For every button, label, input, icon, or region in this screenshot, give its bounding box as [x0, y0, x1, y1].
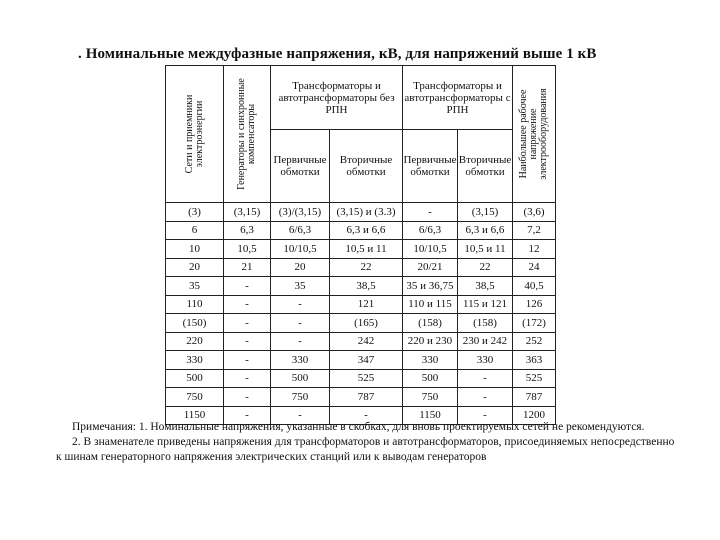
- table-cell: (3): [166, 203, 224, 222]
- table-cell: 363: [513, 351, 556, 370]
- table-cell: 6,3 и 6,6: [458, 221, 513, 240]
- table-cell: -: [224, 277, 271, 296]
- table-cell: (3,15): [458, 203, 513, 222]
- table-cell: 12: [513, 240, 556, 259]
- table-cell: (3,6): [513, 203, 556, 222]
- table-cell: 10/10,5: [271, 240, 330, 259]
- table-cell: -: [271, 406, 330, 425]
- table-row: [166, 332, 556, 351]
- table-cell: -: [224, 406, 271, 425]
- table-cell: 20: [271, 258, 330, 277]
- table-cell: 6,3: [224, 221, 271, 240]
- table-cell: 10,5: [224, 240, 271, 259]
- table-row: [166, 221, 556, 240]
- table-cell: 115 и 121: [458, 295, 513, 314]
- table-cell: -: [271, 332, 330, 351]
- header-primary-windings: Первичные обмотки: [271, 130, 330, 203]
- table-cell: 40,5: [513, 277, 556, 296]
- table-cell: 750: [166, 388, 224, 407]
- header-generators: Генераторы и синхронные компенсаторы: [224, 66, 271, 203]
- table-row: [166, 295, 556, 314]
- table-cell: 6,3 и 6,6: [330, 221, 403, 240]
- table-cell: 21: [224, 258, 271, 277]
- table-cell: 6/6,3: [271, 221, 330, 240]
- table-cell: -: [458, 406, 513, 425]
- table-cell: 1200: [513, 406, 556, 425]
- table-cell: 126: [513, 295, 556, 314]
- table-cell: 22: [330, 258, 403, 277]
- table-cell: 220: [166, 332, 224, 351]
- table-cell: -: [224, 388, 271, 407]
- table-cell: (3)/(3,15): [271, 203, 330, 222]
- page-title: . Номинальные междуфазные напряжения, кВ, для напряжений выше 1 кВ: [78, 46, 597, 62]
- notes: [56, 420, 681, 465]
- table-cell: 750: [403, 388, 458, 407]
- table-cell: -: [458, 369, 513, 388]
- table-cell: 38,5: [330, 277, 403, 296]
- table-cell: 252: [513, 332, 556, 351]
- table-cell: (165): [330, 314, 403, 333]
- table-row: [166, 258, 556, 277]
- table-cell: -: [224, 314, 271, 333]
- table-cell: 330: [403, 351, 458, 370]
- table-cell: 500: [403, 369, 458, 388]
- table-cell: 121: [330, 295, 403, 314]
- table-cell: -: [403, 203, 458, 222]
- table-cell: -: [330, 406, 403, 425]
- table-cell: 10: [166, 240, 224, 259]
- header-transformers-rpn: Трансформаторы и автотрансформаторы с РПН: [403, 66, 513, 130]
- table-cell: 38,5: [458, 277, 513, 296]
- voltage-table: [165, 65, 556, 425]
- table-row: [166, 203, 556, 222]
- table-cell: 24: [513, 258, 556, 277]
- table-row: [166, 388, 556, 407]
- table-cell: 750: [271, 388, 330, 407]
- table-row: [166, 277, 556, 296]
- table-cell: (172): [513, 314, 556, 333]
- table-cell: 242: [330, 332, 403, 351]
- header-networks: Сети и приемники электроэнергии: [166, 66, 224, 203]
- table-cell: 22: [458, 258, 513, 277]
- table-row: [166, 351, 556, 370]
- table-cell: -: [271, 295, 330, 314]
- table-cell: 347: [330, 351, 403, 370]
- table-cell: (158): [403, 314, 458, 333]
- table-cell: 500: [166, 369, 224, 388]
- table-cell: 525: [513, 369, 556, 388]
- table-row: [166, 369, 556, 388]
- table-cell: -: [271, 314, 330, 333]
- table-cell: -: [224, 351, 271, 370]
- table-cell: -: [224, 332, 271, 351]
- table-cell: 787: [330, 388, 403, 407]
- table-cell: 525: [330, 369, 403, 388]
- table-cell: -: [458, 388, 513, 407]
- table-cell: 1150: [166, 406, 224, 425]
- table-cell: 10/10,5: [403, 240, 458, 259]
- table-cell: 110 и 115: [403, 295, 458, 314]
- table-cell: (3,15) и (3.3): [330, 203, 403, 222]
- note-2: 2. В знаменателе приведены напряжения для трансформаторов и автотрансформаторов, присоединяемых непосредственно к шинам генераторного напряжения электрических станций или к выводам генераторов: [56, 436, 675, 463]
- table-cell: 787: [513, 388, 556, 407]
- header-secondary-windings: Вторичные обмотки: [330, 130, 403, 203]
- table-row: [166, 240, 556, 259]
- header-max-working-voltage: Наибольшее рабочее напряжение электрооборудования: [513, 66, 556, 203]
- table-cell: 110: [166, 295, 224, 314]
- header-transformers-no-rpn: Трансформаторы и автотрансформаторы без РПН: [271, 66, 403, 130]
- table-cell: 1150: [403, 406, 458, 425]
- table-cell: (150): [166, 314, 224, 333]
- table-cell: 7,2: [513, 221, 556, 240]
- table-row: [166, 314, 556, 333]
- table-cell: 20/21: [403, 258, 458, 277]
- table-cell: 500: [271, 369, 330, 388]
- table-cell: -: [224, 295, 271, 314]
- table-cell: 330: [166, 351, 224, 370]
- table-cell: (158): [458, 314, 513, 333]
- table-cell: 6: [166, 221, 224, 240]
- table-cell: -: [224, 369, 271, 388]
- table-cell: 330: [271, 351, 330, 370]
- table-cell: 6/6,3: [403, 221, 458, 240]
- table-cell: 330: [458, 351, 513, 370]
- table-cell: 10,5 и 11: [330, 240, 403, 259]
- table-cell: 35 и 36,75: [403, 277, 458, 296]
- table-cell: 220 и 230: [403, 332, 458, 351]
- table-cell: (3,15): [224, 203, 271, 222]
- table-cell: 35: [271, 277, 330, 296]
- table-cell: 20: [166, 258, 224, 277]
- table-cell: 35: [166, 277, 224, 296]
- note-1: Примечания: 1. Номинальные напряжения, указанные в скобках, для вновь проектируемых сетей не рекомендуются.: [72, 421, 645, 433]
- table-cell: 10,5 и 11: [458, 240, 513, 259]
- table-cell: 230 и 242: [458, 332, 513, 351]
- header-secondary-windings-rpn: Вторичные обмотки: [458, 130, 513, 203]
- header-primary-windings-rpn: Первичные обмотки: [403, 130, 458, 203]
